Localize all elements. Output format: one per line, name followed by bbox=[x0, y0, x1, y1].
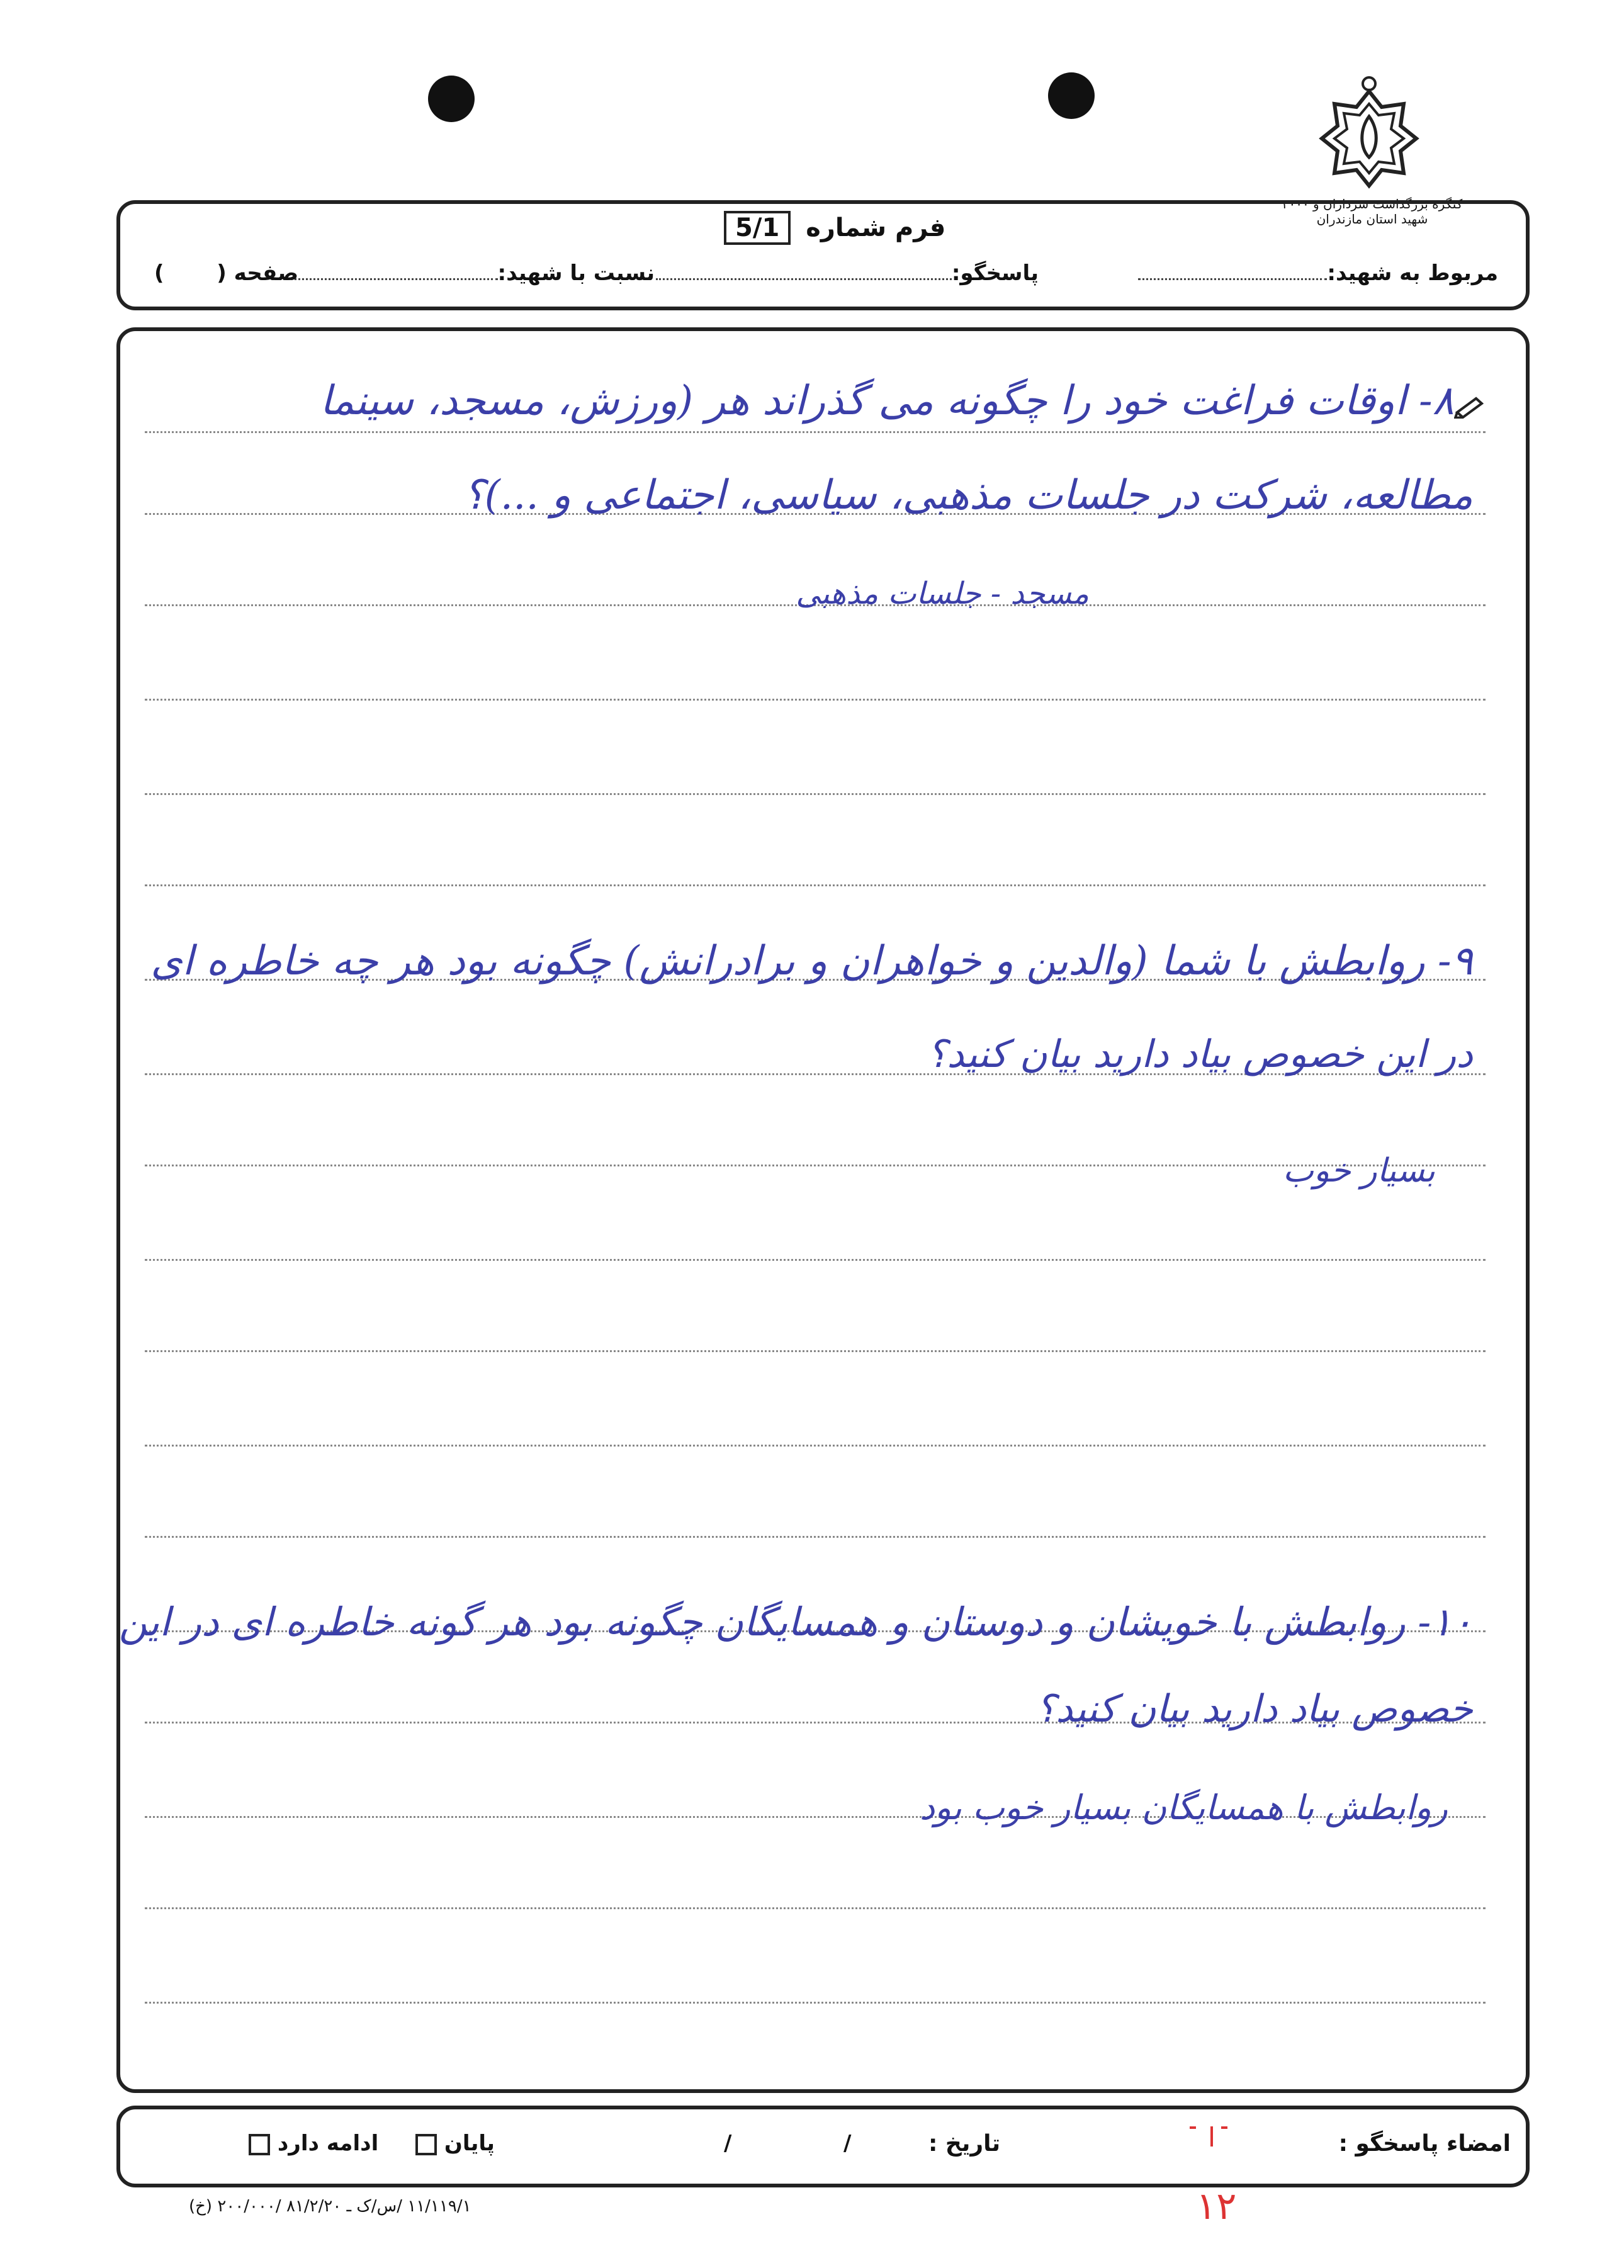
question-8-line-1: ۸- اوقات فراغت خود را چگونه می گذراند هر (ورزش، مسجد، سینما bbox=[320, 378, 1454, 424]
end-label: پایان bbox=[444, 2131, 495, 2156]
relation-label: نسبت با شهید: bbox=[497, 261, 655, 286]
question-8-answer: مسجد - جلسات مذهبی bbox=[796, 576, 1089, 611]
print-code: ۱۱/۱۱۹/۱ /س/ک ـ ۸۱/۲/۲۰ /۲۰۰/۰۰۰ (خ) bbox=[189, 2197, 471, 2216]
question-9-line-2: در این خصوص بیاد دارید بیان کنید؟ bbox=[927, 1032, 1473, 1076]
ruled-line bbox=[145, 793, 1486, 795]
question-10-line-1: ۱۰- روابطش با خویشان و دوستان و همسایگان چگونه بود هر گونه خاطره ای در این bbox=[118, 1599, 1473, 1645]
ruled-line bbox=[145, 1259, 1486, 1261]
page-label: صفحه ( bbox=[217, 261, 299, 286]
respondent-blank bbox=[656, 278, 952, 280]
logo-caption: کنگره بزرگداشت سرداران و ۲۰۰۰ شهید استان مازندران bbox=[1282, 196, 1463, 227]
question-9-answer: بسیار خوب bbox=[1283, 1152, 1435, 1190]
question-8-line-2: مطالعه، شرکت در جلسات مذهبی، سیاسی، اجتماعی و ...)؟ bbox=[463, 472, 1473, 519]
ruled-line bbox=[145, 884, 1486, 886]
relation-field bbox=[271, 261, 655, 286]
relation-blank bbox=[271, 278, 498, 280]
related-martyr-field bbox=[1138, 261, 1498, 286]
continue-checkbox[interactable] bbox=[249, 2134, 270, 2155]
signature-label: امضاء پاسخگو : bbox=[1338, 2131, 1511, 2157]
ruled-line bbox=[145, 1907, 1486, 1909]
ruled-line bbox=[145, 1536, 1486, 1538]
question-10-answer: روابطش با همسایگان بسیار خوب بود bbox=[919, 1788, 1448, 1827]
continue-label: ادامه دارد bbox=[277, 2131, 379, 2156]
date-label: تاریخ : bbox=[928, 2131, 1001, 2157]
organization-logo bbox=[1316, 72, 1423, 198]
pen-icon bbox=[1454, 393, 1486, 421]
date-separator-1: / bbox=[843, 2131, 852, 2156]
date-separator-2: / bbox=[724, 2131, 732, 2156]
question-10-line-2: خصوص بیاد دارید بیان کنید؟ bbox=[1035, 1687, 1473, 1731]
ruled-line bbox=[145, 2002, 1486, 2004]
continue-option bbox=[249, 2131, 378, 2156]
punch-hole-left bbox=[428, 76, 475, 122]
respondent-field bbox=[656, 261, 1039, 286]
end-option bbox=[415, 2131, 495, 2156]
page-number: ۱۲ bbox=[1196, 2184, 1237, 2228]
related-martyr-blank bbox=[1138, 278, 1327, 280]
ruled-line bbox=[145, 431, 1486, 433]
question-9-line-1: ۹- روابطش با شما (والدین و خواهران و برادرانش) چگونه بود هر چه خاطره ای bbox=[150, 938, 1473, 984]
ruled-line bbox=[145, 1445, 1486, 1447]
form-number-title bbox=[718, 211, 945, 245]
ruled-line bbox=[145, 1350, 1486, 1352]
logo-emblem-icon bbox=[1316, 72, 1423, 198]
ruled-line bbox=[145, 699, 1486, 701]
form-label: فرم شماره bbox=[806, 213, 946, 242]
signature-mark bbox=[1183, 2121, 1234, 2159]
respondent-label: پاسخگو: bbox=[951, 261, 1039, 286]
punch-hole-right bbox=[1048, 72, 1095, 119]
page-close: ) bbox=[154, 261, 164, 286]
related-martyr-label: مربوط به شهید: bbox=[1327, 261, 1498, 286]
page-field bbox=[154, 261, 298, 286]
end-checkbox[interactable] bbox=[415, 2134, 437, 2155]
form-number-box: 5/1 bbox=[724, 211, 791, 245]
